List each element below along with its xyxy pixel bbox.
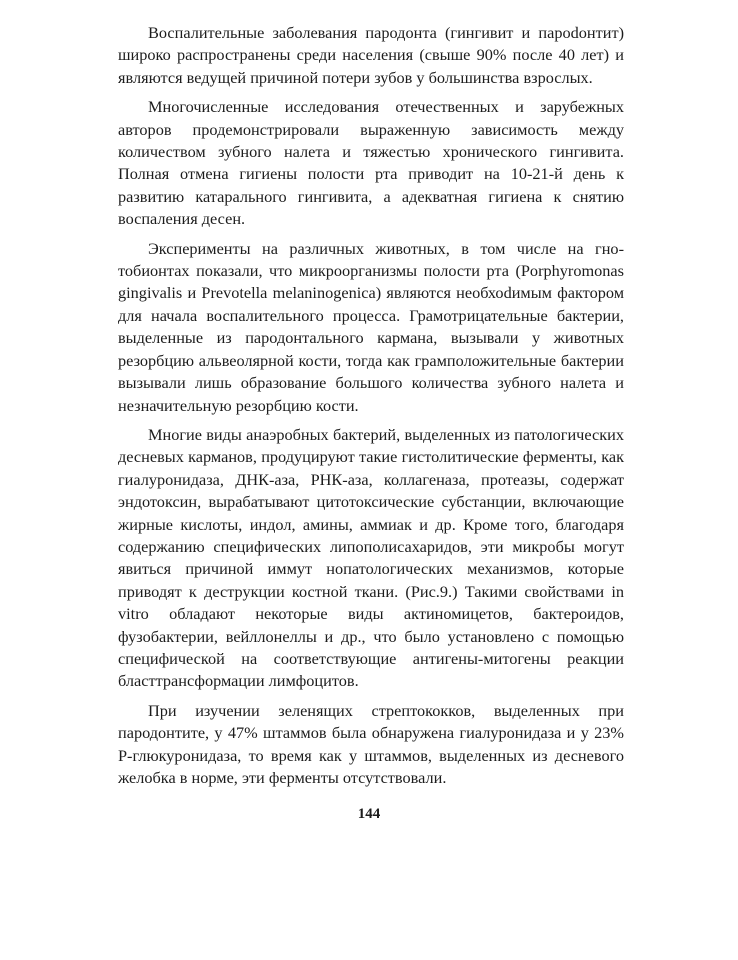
paragraph-plaque-gingivitis: Многочисленные исследования отечественных и зарубежных авторов продемонстрировали выраженную зависимость между количеством зубного налета и тяжестью хронического гингивита. Полная отмена гигиены полости рта приводит на 10-21-й день к развитию катарального гингивита, а адекватная гигиена к снятию воспаления десен. xyxy=(118,97,624,229)
paragraph-streptococci: При изучении зеленящих стрептококков, выделенных при пародонтите, у 47% штаммов была обнаружена гиалуронидаза и у 23% Р-глюкуронидаза, то время как у штаммов, выделенных из десневого желобка в норме, эти ферменты отсутствовали. xyxy=(118,700,624,787)
paragraph-anaerobic-bacteria: Многие виды анаэробных бактерий, выделенных из патологических десневых карманов, продуцируют такие гистолитические ферменты, как гиалуронидаза, ДНК-аза, РНК-аза, коллагеназа, протеазы, содержат эндотоксин, вырабатывают цитотоксические субстанции, включающие жирные кислоты, индол, амины, аммиак и др. Кроме того, благодаря содержанию специфических липополисахаридов, эти микробы могут явиться причиной иммут нопатологических механизмов, которые приводят к деструкции костной ткани. (Рис.9.) Такими свойствами in vitro обладают некоторые виды актиномицетов, бактероидов, фузобактерии, вейллонеллы и др., что было установлено с помощью специфической на соответствующие антигены-митогены реакции бласттрансформации лимфоцитов. xyxy=(118,424,624,691)
paragraph-periodontal-diseases: Воспалительные заболевания пародонта (гингивит и пароdонтит) широко распространены среди населения (свыше 90% после 40 лет) и являются ведущей причиной потери зубов у большинства взрослых. xyxy=(118,23,624,87)
paragraph-animal-experiments: Эксперименты на различных животных, в том числе на гнотобионтах показали, что микроорганизмы полости рта (Porphyromonas gingivalis и Prevotella melaninogenica) являются необхоdимым фактором для начала воспалительного процесса. Грамотрицательные бактерии, выделенные из пародонтального кармана, вызывали у животных резорбцию альвеолярной кости, тогда как грамположительные бактерии вызывали лишь образование большого количества зубного налета и незначительную резорбцию кости. xyxy=(118,238,624,415)
body-text xyxy=(118,22,624,789)
page-number: 144 xyxy=(357,806,381,822)
